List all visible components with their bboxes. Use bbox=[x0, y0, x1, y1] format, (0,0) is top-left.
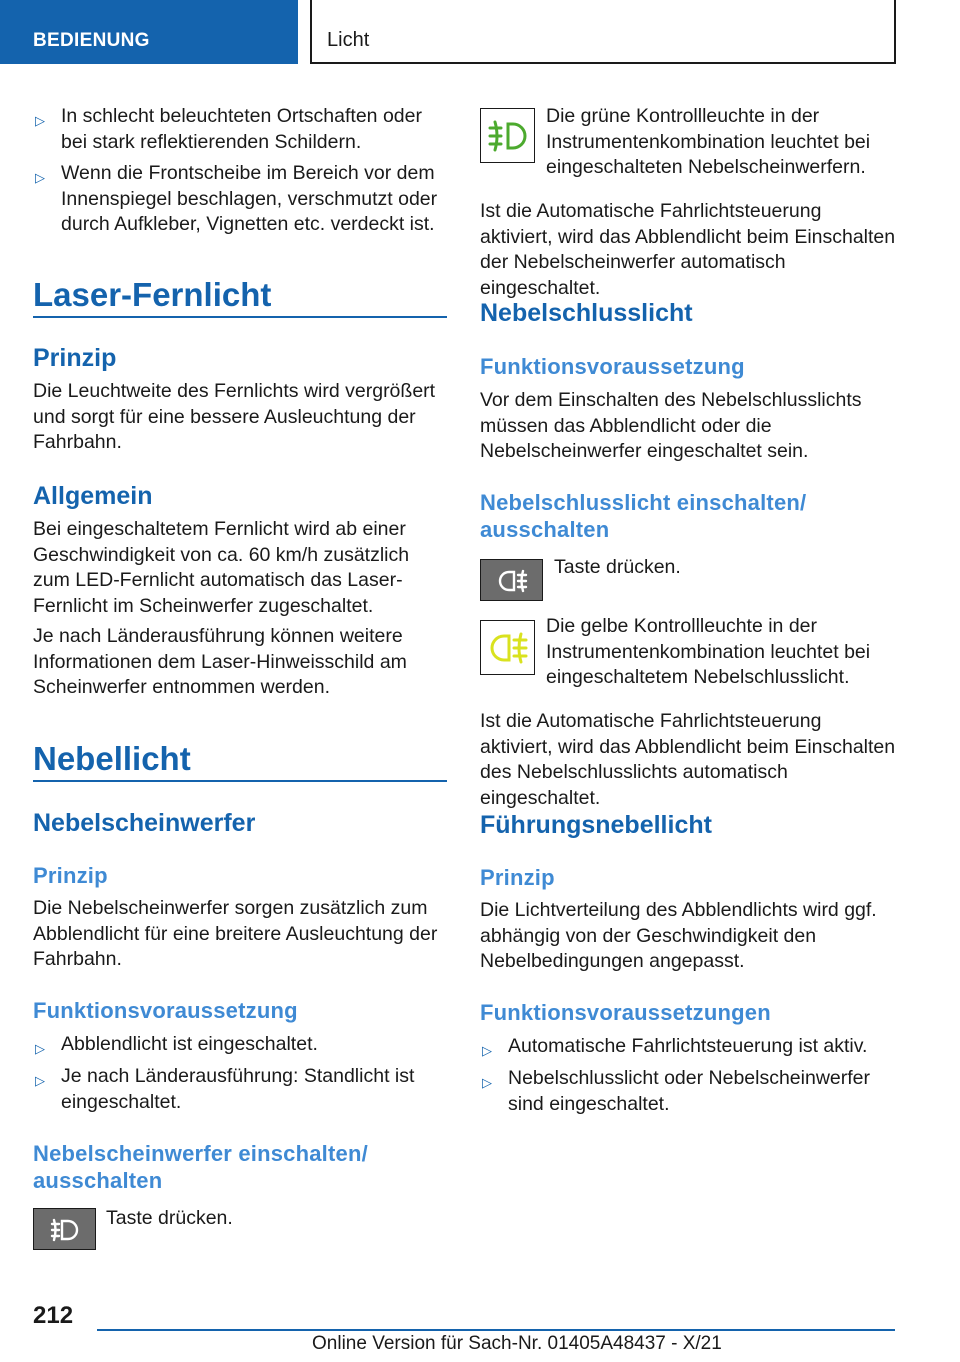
chapter-header bbox=[310, 0, 896, 64]
heading-allgemein: Allgemein bbox=[33, 482, 153, 510]
heading-prinzip: Prinzip bbox=[33, 863, 108, 888]
footer-rule bbox=[97, 1329, 895, 1331]
heading-nebellicht: Nebellicht bbox=[33, 740, 191, 777]
paragraph: Die grüne Kontrollleuchte in der Instrumentenkombination leuchtet bei eingeschalteten Nebelscheinwerfern. bbox=[546, 105, 871, 178]
list-item: ▷ In schlecht beleuchteten Ortschaften oder bei stark reflektierenden Schildern. bbox=[35, 105, 422, 153]
list-item: ▷ Nebelschlusslicht oder Nebelscheinwerfer sind eingeschaltet. bbox=[482, 1067, 871, 1115]
list-item: ▷ Je nach Länderausführung: Standlicht ist eingeschaltet. bbox=[35, 1065, 415, 1113]
paragraph: Ist die Automatische Fahrlichtsteuerung aktiviert, wird das Abblendlicht beim Einschalten des Nebelschlusslichts automatisch eingeschaltet. bbox=[480, 710, 896, 809]
heading-prinzip: Prinzip bbox=[33, 344, 117, 372]
footer-online-version: Online Version für Sach-Nr. 01405A48437 - X/21 bbox=[312, 1333, 722, 1354]
bullet-triangle-icon: ▷ bbox=[482, 1075, 492, 1090]
heading-laser-fernlicht: Laser-Fernlicht bbox=[33, 276, 272, 313]
heading-rule bbox=[33, 316, 447, 318]
heading-funktionsvoraussetzungen: Funktionsvoraussetzungen bbox=[480, 1000, 771, 1025]
paragraph: Je nach Länderausführung können weitere Informationen dem Laser-Hinweisschild am Scheinwerfer entnommen werden. bbox=[33, 625, 407, 698]
heading-fuehrungsnebellicht: Führungsnebellicht bbox=[480, 811, 712, 839]
paragraph: Vor dem Einschalten des Nebelschlusslichts müssen das Abblendlicht oder die Nebelscheinwerfer eingeschaltet sein. bbox=[480, 389, 862, 462]
list-item: ▷ Wenn die Frontscheibe im Bereich vor dem Innenspiegel beschlagen, verschmutzt oder durch Aufkleber, Vignetten etc. verdeckt ist. bbox=[35, 162, 438, 235]
bullet-triangle-icon: ▷ bbox=[35, 1041, 45, 1056]
heading-nebelschlusslicht: Nebelschlusslicht bbox=[480, 299, 693, 327]
list-item: ▷ Abblendlicht ist eingeschaltet. bbox=[33, 1032, 447, 1058]
section-title: BEDIENUNG bbox=[33, 30, 150, 51]
page-number: 212 bbox=[33, 1302, 74, 1329]
bullet-triangle-icon: ▷ bbox=[35, 113, 45, 128]
heading-prinzip: Prinzip bbox=[480, 865, 555, 890]
paragraph: Bei eingeschaltetem Fernlicht wird ab einer Geschwindigkeit von ca. 60 km/h zusätzlich zum LED-Fernlicht automatisch das Laser-Fernlicht im Scheinwerfer zugeschaltet. bbox=[33, 518, 410, 617]
section-tab bbox=[0, 0, 298, 64]
heading-nebelscheinwerfer: Nebelscheinwerfer bbox=[33, 809, 256, 837]
fog-light-button-icon bbox=[33, 1208, 96, 1250]
paragraph: Taste drücken. bbox=[106, 1207, 233, 1229]
paragraph: Ist die Automatische Fahrlichtsteuerung aktiviert, wird das Abblendlicht beim Einschalten der Nebelscheinwerfer automatisch eingeschaltet. bbox=[480, 200, 896, 299]
bullet-triangle-icon: ▷ bbox=[35, 1073, 45, 1088]
paragraph: Die Nebelscheinwerfer sorgen zusätzlich zum Abblendlicht für eine breitere Ausleuchtung der Fahrbahn. bbox=[33, 897, 438, 970]
paragraph: Die Lichtverteilung des Abblendlichts wird ggf. abhängig von der Geschwindigkeit den Nebelbedingungen angepasst. bbox=[480, 899, 877, 972]
paragraph: Taste drücken. bbox=[554, 556, 681, 578]
bullet-triangle-icon: ▷ bbox=[35, 170, 45, 185]
rear-fog-light-button-icon bbox=[480, 559, 543, 601]
heading-funktionsvoraussetzung: Funktionsvoraussetzung bbox=[480, 354, 745, 379]
heading-rule bbox=[33, 780, 447, 782]
fog-light-green-indicator-icon bbox=[480, 108, 535, 163]
heading-funktionsvoraussetzung: Funktionsvoraussetzung bbox=[33, 998, 298, 1023]
heading-nebelschlusslicht-einschalten: Nebelschlusslicht einschalten/ ausschalten bbox=[480, 490, 807, 542]
list-item: ▷ Automatische Fahrlichtsteuerung ist aktiv. bbox=[480, 1034, 896, 1060]
paragraph: Die Leuchtweite des Fernlichts wird vergrößert und sorgt für eine bessere Ausleuchtung der Fahrbahn. bbox=[33, 380, 436, 453]
heading-nebelscheinwerfer-einschalten: Nebelscheinwerfer einschalten/ ausschalten bbox=[33, 1141, 368, 1193]
bullet-triangle-icon: ▷ bbox=[482, 1043, 492, 1058]
chapter-title: Licht bbox=[327, 29, 370, 51]
rear-fog-light-yellow-indicator-icon bbox=[480, 620, 535, 675]
paragraph: Die gelbe Kontrollleuchte in der Instrumentenkombination leuchtet bei eingeschaltetem Nebelschlusslicht. bbox=[546, 615, 871, 688]
